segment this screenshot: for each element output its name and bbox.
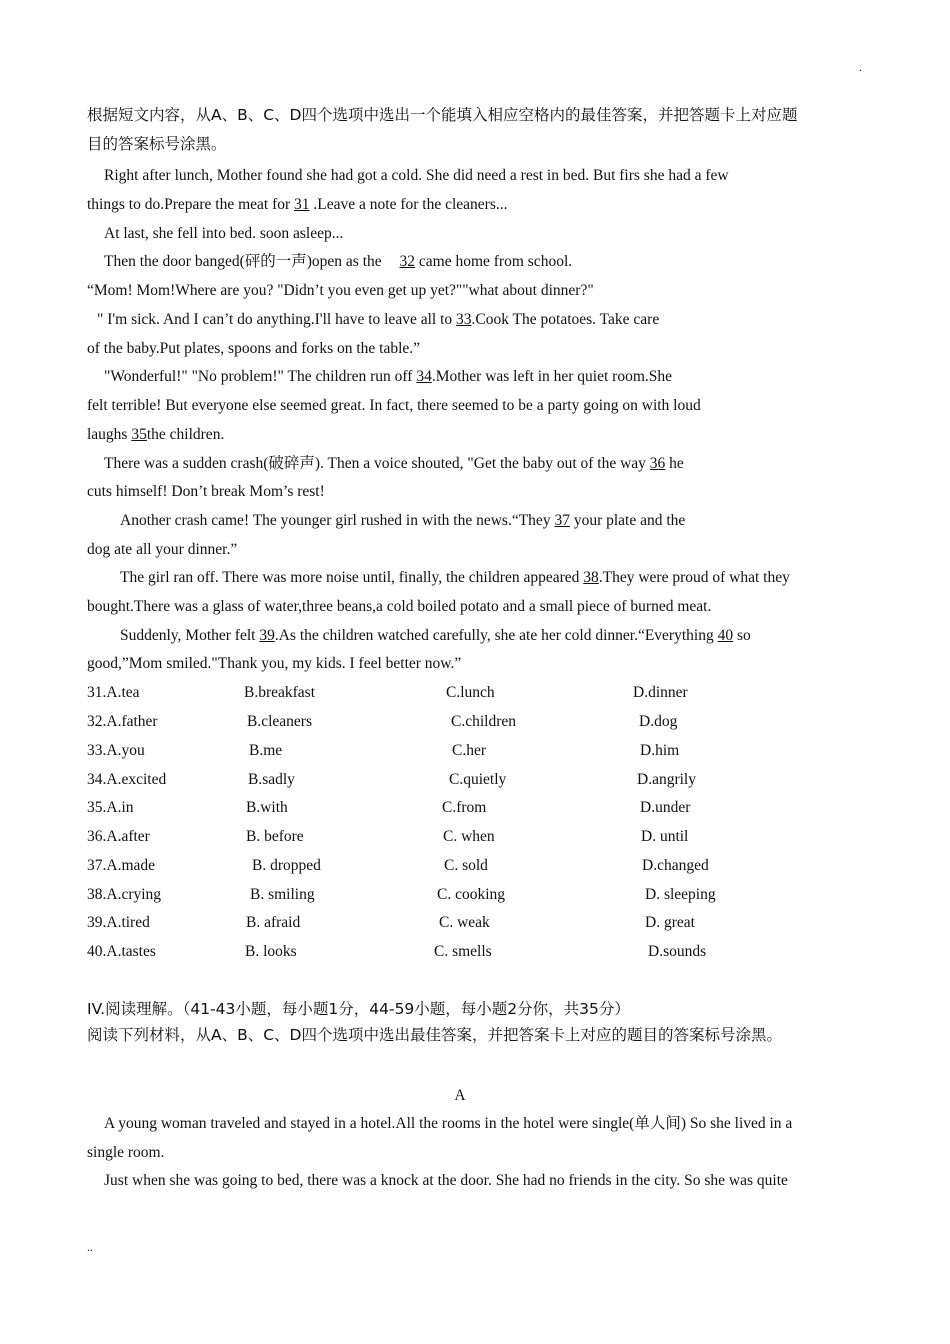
passage-line	[87, 425, 224, 445]
passage-line: “Mom! Mom!Where are you? "Didn’t you even get up yet?""what about dinner?"	[87, 282, 594, 299]
blank-34: 34	[416, 368, 432, 385]
option-c: C.children	[451, 713, 516, 730]
passage-line	[120, 626, 751, 646]
blank-31: 31	[294, 196, 310, 213]
cloze-instructions-line1: 根据短文内容，从A、B、C、D四个选项中选出一个能填入相应空格内的最佳答案，并把答题卡上对应题	[87, 106, 798, 124]
passage-line: cuts himself! Don’t break Mom’s rest!	[87, 483, 325, 500]
passage-text: came home from school.	[415, 253, 573, 270]
blank-33: 33	[456, 311, 472, 328]
passage-line: of the baby.Put plates, spoons and forks on the table.”	[87, 340, 421, 357]
passage-line	[87, 195, 508, 215]
option-c: C.from	[442, 799, 487, 816]
passage-text: " I'm sick. And I can’t do anything.I'll have to leave all to	[97, 311, 456, 328]
option-c: C. cooking	[437, 886, 506, 903]
passage-line: Right after lunch, Mother found she had got a cold. She did need a rest in bed. But firs she had a few	[104, 167, 729, 184]
corner-mark-bottom: ..	[87, 1240, 93, 1254]
option-b: B.with	[246, 799, 288, 816]
option-c: C. sold	[444, 857, 488, 874]
section-instructions: 阅读下列材料，从A、B、C、D四个选项中选出最佳答案，并把答案卡上对应的题目的答案标号涂黑。	[87, 1026, 782, 1044]
option-b: B.me	[249, 742, 283, 759]
option-d: D.dinner	[633, 684, 688, 701]
blank-38: 38	[583, 569, 599, 586]
passage-line: bought.There was a glass of water,three beans,a cold boiled potato and a small piece of burned meat.	[87, 598, 712, 615]
passage-line	[120, 568, 790, 588]
passage-text: There was a sudden crash(破碎声). Then a voice shouted, "Get the baby out of the way	[104, 455, 650, 472]
option-a: 40.A.tastes	[87, 943, 156, 960]
passage-line: At last, she fell into bed. soon asleep...	[104, 225, 344, 242]
blank-37: 37	[554, 512, 570, 529]
passage-text: Another crash came! The younger girl rushed in with the news.“They	[120, 512, 555, 529]
passage-line	[120, 511, 685, 531]
passage-line: felt terrible! But everyone else seemed great. In fact, there seemed to be a party going on with loud	[87, 397, 701, 414]
passage-text: your plate and the	[569, 512, 686, 529]
option-d: D. until	[641, 828, 689, 845]
option-d: D.changed	[642, 857, 709, 874]
option-a: 37.A.made	[87, 857, 156, 874]
passage-line: good,”Mom smiled."Thank you, my kids. I feel better now.”	[87, 655, 462, 672]
passage-text: The girl ran off. There was more noise until, finally, the children appeared	[120, 569, 584, 586]
passage-line: A young woman traveled and stayed in a hotel.All the rooms in the hotel were single(单人间) So she lived in a	[104, 1115, 793, 1132]
option-a: 35.A.in	[87, 799, 134, 816]
option-b: B.cleaners	[247, 713, 312, 730]
passage-line: single room.	[87, 1144, 165, 1161]
option-d: D.dog	[639, 713, 678, 730]
option-d: D. great	[645, 914, 695, 931]
blank-35: 35	[131, 426, 147, 443]
passage-text: laughs	[87, 426, 132, 443]
section-heading: IV.阅读理解。（41-43小题，每小题1分，44-59小题，每小题2分你，共35分）	[87, 1000, 630, 1018]
passage-text: the children.	[146, 426, 225, 443]
passage-text: .Mother was left in her quiet room.She	[431, 368, 673, 385]
passage-text: .Leave a note for the cleaners...	[309, 196, 508, 213]
passage-text: .As the children watched carefully, she ate her cold dinner.“Everything	[274, 627, 718, 644]
option-b: B. smiling	[250, 886, 315, 903]
option-a: 34.A.excited	[87, 771, 167, 788]
passage-line	[104, 252, 572, 272]
passage-text: "Wonderful!" "No problem!" The children run off	[104, 368, 417, 385]
blank-32: 32	[399, 253, 416, 270]
passage-text: things to do.Prepare the meat for	[87, 196, 295, 213]
option-b: B. looks	[245, 943, 297, 960]
option-c: C.her	[452, 742, 487, 759]
option-d: D. sleeping	[645, 886, 716, 903]
passage-line	[104, 454, 684, 474]
passage-line: Just when she was going to bed, there was a knock at the door. She had no friends in the city. So she was quite	[104, 1172, 788, 1189]
option-d: D.under	[640, 799, 691, 816]
option-a: 36.A.after	[87, 828, 150, 845]
passage-text: Then the door banged(砰的一声)open as the	[104, 253, 386, 270]
passage-line	[104, 367, 672, 387]
option-d: D.him	[640, 742, 680, 759]
option-b: B.sadly	[248, 771, 295, 788]
option-d: D.sounds	[648, 943, 707, 960]
passage-text: Suddenly, Mother felt	[120, 627, 260, 644]
option-d: D.angrily	[637, 771, 696, 788]
blank-39: 39	[259, 627, 275, 644]
option-a: 31.A.tea	[87, 684, 140, 701]
blank-40: 40	[717, 627, 734, 644]
option-b: B. afraid	[246, 914, 301, 931]
passage-text: .They were proud of what they	[598, 569, 790, 586]
passage-line: dog ate all your dinner.”	[87, 541, 238, 558]
option-a: 33.A.you	[87, 742, 145, 759]
option-c: C. when	[443, 828, 495, 845]
blank-36: 36	[649, 455, 666, 472]
option-b: B. before	[246, 828, 304, 845]
cloze-instructions-line2: 目的答案标号涂黑。	[87, 135, 227, 153]
option-a: 39.A.tired	[87, 914, 150, 931]
option-c: C.quietly	[449, 771, 507, 788]
passage-letter: A	[454, 1087, 466, 1104]
option-b: B. dropped	[252, 857, 321, 874]
passage-text: .Cook The potatoes. Take care	[471, 311, 660, 328]
option-c: C. weak	[439, 914, 490, 931]
option-c: C.lunch	[446, 684, 495, 701]
option-a: 32.A.father	[87, 713, 158, 730]
passage-text: he	[665, 455, 684, 472]
option-b: B.breakfast	[244, 684, 316, 701]
passage-text: so	[733, 627, 751, 644]
corner-mark-top: .	[859, 60, 862, 74]
option-c: C. smells	[434, 943, 492, 960]
option-a: 38.A.crying	[87, 886, 162, 903]
passage-line	[97, 310, 659, 330]
